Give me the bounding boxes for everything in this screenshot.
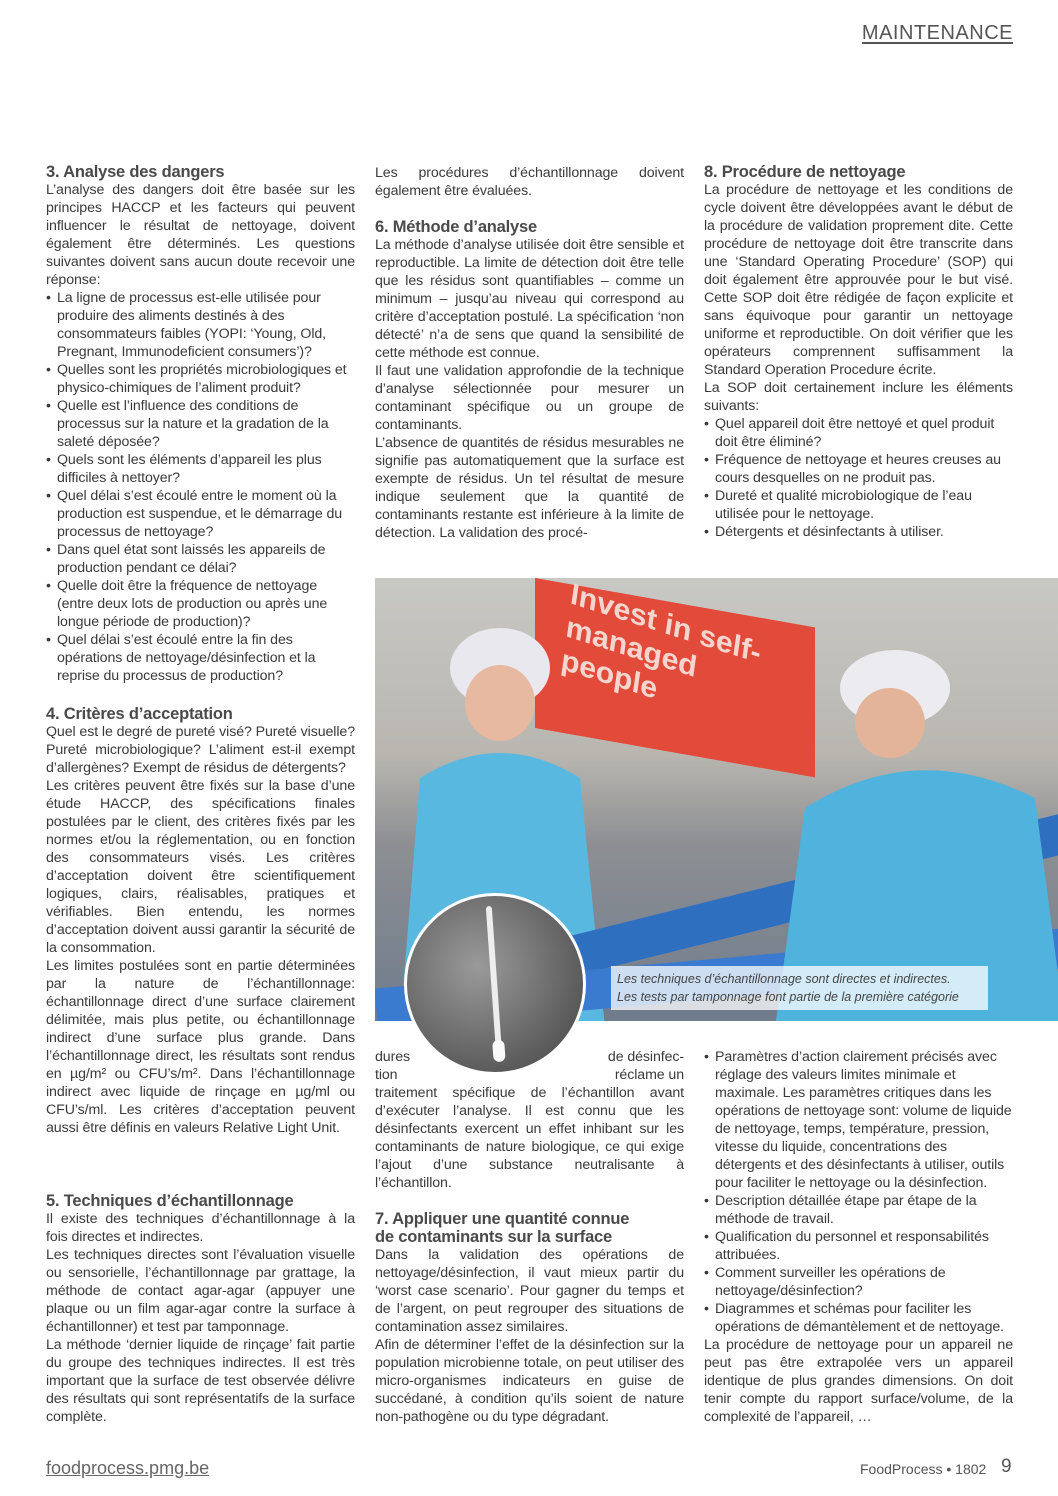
list-item: • Quel délai s’est écoulé entre le moment où la production est suspendue, et le démarrage du processus de nettoyage?: [46, 487, 355, 541]
paragraph: La SOP doit certainement inclure les éléments suivants:: [704, 380, 1013, 414]
list-item: • Quelle doit être la fréquence de nettoyage (entre deux lots de production ou après une longue période de production)?: [46, 577, 355, 631]
caption-line: Les tests par tamponnage font partie de la première catégorie: [617, 990, 959, 1004]
swab-inset-photo: [404, 893, 586, 1075]
heading-procedure-nettoyage: 8. Procédure de nettoyage: [704, 163, 906, 181]
list-item: • Paramètres d’action clairement précisés avec réglage des valeurs limites minimale et maximale. Les paramètres critiques dans les opérations de nettoyage sont: volume de liquide de nettoyage, temps, température, pression, vitesse du liquide, concentrations des détergents et des désinfectants à utiliser, outils pour faciliter le nettoyage ou la désinfection.: [704, 1048, 1013, 1192]
bullet-list: [704, 1048, 1013, 1336]
paragraph: Afin de déterminer l’effet de la désinfection sur la population microbienne totale, on peut utiliser des micro-organismes indicateurs en guise de succédané, à condition qu’ils soient de nature non-pathogène ou du type dégradant.: [375, 1337, 684, 1425]
list-item: • La ligne de processus est-elle utilisée pour produire des aliments destinés à des consommateurs faibles (YOPI: ‘Young, Old, Pregnant, Immunodeficient consumers’)?: [46, 289, 355, 361]
website-link[interactable]: foodprocess.pmg.be: [46, 1458, 210, 1478]
paragraph: Les limites postulées sont en partie déterminées par la nature de l’échantillonnage: échantillonnage direct d’une surface clairement délimitée, mais plus petite, ou échantillonnage indirect d’une surface plus grande. Dans l’échantillonnage direct, les résultats sont rendus en µg/m² ou CFU’s/m². Dans l’échantillonnage indirect avec liquide de rinçage en µg/ml ou CFU’s/ml. Les critères d’acceptation peuvent aussi être définis en valeurs Relative Light Unit.: [46, 958, 355, 1136]
paragraph: Quel est le degré de pureté visé? Pureté visuelle? Pureté microbiologique? L’aliment est-il exempt d’allergènes? Exempt de résidus de détergents?: [46, 724, 355, 776]
paragraph: Dans la validation des opérations de nettoyage/désinfection, il vaut mieux partir du ‘worst case scenario’. Pour gagner du temps et de l’argent, on peut regrouper des situations de contamination assez similaires.: [375, 1247, 684, 1335]
column-1-section-5: [46, 1192, 355, 1426]
paragraph: La procédure de nettoyage et les conditions de cycle doivent être développées avant le début de la procédure de validation proprement dite. Cette procédure de nettoyage doit être transcrite dans une ‘Standard Operating Procedure’ (SOP) qui doit également être approuvée pour le but visé. Cette SOP doit être rédigée de façon explicite et sans équivoque pour garantir un nettoyage uniforme et reproductible. On doit vérifier que les opérateurs comprennent suffisamment la Standard Operation Procedure écrite.: [704, 182, 1013, 378]
heading-appliquer-quantite-line1: 7. Appliquer une quantité connue: [375, 1210, 630, 1228]
list-item: • Diagrammes et schémas pour faciliter les opérations de démantèlement et de nettoyage.: [704, 1300, 1013, 1336]
list-item: • Comment surveiller les opérations de nettoyage/désinfection?: [704, 1264, 1013, 1300]
swab-illustration: [486, 906, 502, 1056]
heading-criteres-acceptation: 4. Critères d’acceptation: [46, 705, 233, 723]
magazine-issue: FoodProcess • 1802: [860, 1461, 987, 1477]
section-title: MAINTENANCE: [861, 22, 1013, 44]
column-3: [704, 163, 1013, 541]
list-item: • Quel appareil doit être nettoyé et quel produit doit être éliminé?: [704, 415, 1013, 451]
list-item: • Quels sont les éléments d’appareil les plus difficiles à nettoyer?: [46, 451, 355, 487]
list-item: • Fréquence de nettoyage et heures creuses au cours desquelles on ne produit pas.: [704, 451, 1013, 487]
wrapped-line: [375, 1066, 684, 1084]
paragraph: La procédure de nettoyage pour un appareil ne peut pas être extrapolée vers un appareil identique de plus grandes dimensions. On doit tenir compte du rapport surface/volume, de la complexité de l’appareil, …: [704, 1337, 1013, 1425]
heading-appliquer-quantite-line2: de contaminants sur la surface: [375, 1228, 612, 1246]
column-1-section-4: [46, 705, 355, 1137]
column-2: [375, 164, 684, 542]
column-2-continued: [375, 1048, 684, 1426]
paragraph: Les critères peuvent être fixés sur la base d’une étude HACCP, des spécifications finales postulées par le client, des critères fixés par les normes et/ou la réglementation, ou en fonction des consommateurs visés. Les critères d’acceptation doivent être scientifiquement logiques, clairs, réalisables, pratiques et vérifiables. Bien entendu, les normes d’acceptation doivent aussi garantir la sécurité de la consommation.: [46, 778, 355, 956]
paragraph: Les procédures d’échantillonnage doivent également être évaluées.: [375, 165, 684, 199]
list-item: • Dans quel état sont laissés les appareils de production pendant ce délai?: [46, 541, 355, 577]
paragraph: Les techniques directes sont l’évaluation visuelle ou sensorielle, l’échantillonnage par grattage, la méthode de contact agar-agar (appuyer une plaque ou un film agar-agar contre la surface à échantillonner) et test par tamponnage.: [46, 1247, 355, 1335]
paragraph: Il faut une validation approfondie de la technique d’analyse sélectionnée pour mesurer un contaminant spécifique ou un groupe de contaminants.: [375, 363, 684, 433]
text-fragment: réclame un: [614, 1067, 684, 1083]
bullet-list: [704, 415, 1013, 541]
wall-sign-text: Invest in self-managed people: [559, 578, 764, 706]
list-item: • Dureté et qualité microbiologique de l’eau utilisée pour le nettoyage.: [704, 487, 1013, 523]
photo-caption: [611, 966, 988, 1010]
paragraph: L’absence de quantités de résidus mesurables ne signifie pas automatiquement que la surface est exempte de résidus. Un tel résultat de mesure indique seulement que la quantité de contaminants restante est inférieure à la limite de détection. La validation des procé-: [375, 435, 684, 541]
bullet-list: [46, 289, 355, 685]
paragraph: Il existe des techniques d’échantillonnage à la fois directes et indirectes.: [46, 1211, 355, 1245]
page-number: 9: [1001, 1456, 1012, 1477]
column-1: [46, 163, 355, 685]
list-item: • Détergents et désinfectants à utiliser.: [704, 523, 1013, 541]
list-item: • Quelles sont les propriétés microbiologiques et physico-chimiques de l’aliment produit?: [46, 361, 355, 397]
heading-analyse-dangers: 3. Analyse des dangers: [46, 163, 225, 181]
paragraph: La méthode d’analyse utilisée doit être sensible et reproductible. La limite de détection doit être telle que les résidus sont quantifiables – comme un minimum – jusqu’au niveau qui correspond au critère d’acceptation postulé. La spécification ‘non détecté’ n’a de sens que quand la sensibilité de cette méthode est connue.: [375, 237, 684, 361]
column-3-continued: [704, 1048, 1013, 1426]
paragraph: traitement spécifique de l’échantillon avant d’exécuter l’analyse. Il est connu que les désinfectants exercent un effet inhibant sur les contaminants de nature biologique, ce qui exige l’ajout d’une substance neutralisante à l’échantillon.: [375, 1085, 684, 1191]
paragraph: La méthode ‘dernier liquide de rinçage’ fait partie du groupe des techniques indirectes. Il est très important que la surface de test observée délivre des résultats qui sont représentatifs de la surface complète.: [46, 1337, 355, 1425]
heading-techniques-echantillonnage: 5. Techniques d’échantillonnage: [46, 1192, 294, 1210]
list-item: • Quel délai s’est écoulé entre la fin des opérations de nettoyage/désinfection et la reprise du processus de production?: [46, 631, 355, 685]
caption-line: Les techniques d’échantillonnage sont directes et indirectes.: [617, 972, 951, 986]
text-fragment: tion: [375, 1067, 398, 1083]
text-fragment: de désinfec-: [607, 1049, 684, 1065]
heading-methode-analyse: 6. Méthode d’analyse: [375, 218, 537, 236]
list-item: • Description détaillée étape par étape de la méthode de travail.: [704, 1192, 1013, 1228]
list-item: • Qualification du personnel et responsabilités attribuées.: [704, 1228, 1013, 1264]
text-fragment: dures: [375, 1049, 410, 1065]
paragraph: L’analyse des dangers doit être basée sur les principes HACCP et les facteurs qui peuvent influencer le résultat de nettoyage, doivent également être déterminés. Les questions suivantes doivent sans aucun doute recevoir une réponse:: [46, 182, 355, 288]
list-item: • Quelle est l’influence des conditions de processus sur la nature et la gradation de la saleté déposée?: [46, 397, 355, 451]
